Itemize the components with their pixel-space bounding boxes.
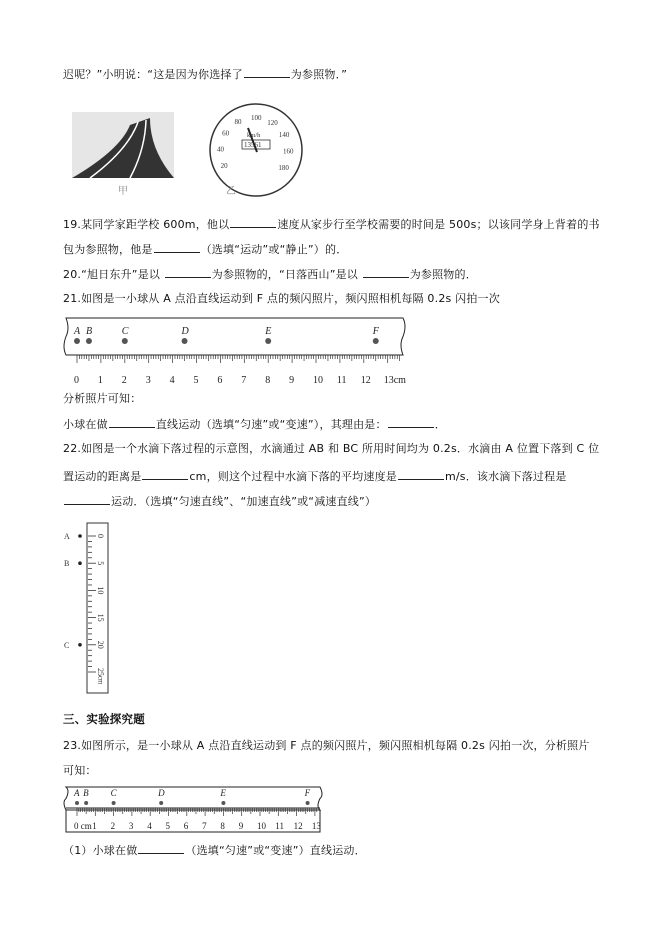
text-segment: （1）小球在做 bbox=[63, 844, 138, 857]
ruler-tick-label: 2 bbox=[121, 375, 127, 386]
ball-label: B bbox=[83, 788, 89, 798]
ball-label: A bbox=[74, 326, 81, 337]
ball-B bbox=[84, 801, 88, 805]
ruler-tick-label: 11 bbox=[275, 821, 284, 831]
ball-label: F bbox=[304, 788, 311, 798]
ruler-tick-label: 5 bbox=[165, 821, 170, 831]
ruler-tick-label: 7 bbox=[241, 375, 247, 386]
speed-tick-label: 120 bbox=[267, 118, 278, 127]
text-segment: 置运动的距离是 bbox=[63, 470, 142, 483]
text-segment: 运动．（选填“匀速直线”、“加速直线”或“减速直线”） bbox=[111, 495, 377, 508]
ruler-tick-label: 9 bbox=[289, 375, 295, 386]
ruler-tick-label: 5 bbox=[96, 561, 106, 566]
ruler-tick-label: 15 bbox=[96, 613, 106, 622]
speed-tick-label: 140 bbox=[278, 131, 290, 140]
text-line-q23-1 bbox=[63, 842, 366, 858]
text-segment: ． bbox=[434, 418, 446, 431]
ruler-tick-label: 4 bbox=[169, 375, 175, 386]
ruler-tick-label: 12 bbox=[293, 821, 303, 831]
ruler-unit-label: 13cm bbox=[383, 375, 406, 386]
ruler-tick-label: 3 bbox=[128, 821, 134, 831]
text-segment: 小球在做 bbox=[63, 418, 108, 431]
ruler-tick-label: 0 bbox=[74, 375, 79, 386]
ruler-tick-label: 8 bbox=[265, 375, 271, 386]
ball-label: F bbox=[372, 326, 379, 337]
text-segment: 22.如图是一个水滴下落过程的示意图，水滴通过 AB 和 BC 所用时间均为 0.2s．水滴由 A 位置下落到 C 位 bbox=[63, 442, 600, 455]
text-segment: cm，则这个过程中水滴下落的平均速度是 bbox=[189, 470, 397, 483]
speed-unit: km/h bbox=[247, 132, 261, 139]
ball-label: E bbox=[220, 788, 226, 798]
ruler-tick-label: 1 bbox=[97, 375, 103, 386]
caption-jia: 甲 bbox=[118, 186, 128, 197]
ruler-tick-label: 4 bbox=[147, 821, 152, 831]
speed-tick-label: 40 bbox=[217, 145, 225, 154]
ball-C bbox=[112, 801, 116, 805]
text-segment: 为参照物的． bbox=[409, 268, 477, 281]
ruler-tick-label: 5 bbox=[193, 375, 199, 386]
ball-D bbox=[159, 801, 163, 805]
ruler-unit-label: cm bbox=[96, 675, 105, 685]
ruler-tick-label: 6 bbox=[217, 375, 223, 386]
ball-label: D bbox=[181, 326, 189, 337]
ball-E bbox=[221, 801, 225, 805]
ball-label: C bbox=[110, 788, 117, 798]
ruler-tick-label: 13 bbox=[311, 821, 321, 831]
ball-label: A bbox=[74, 788, 80, 798]
ball-label: B bbox=[85, 326, 93, 337]
ruler-tick-label: 8 bbox=[220, 821, 225, 831]
ruler-tick-label: 7 bbox=[202, 821, 207, 831]
text-segment: 迟呢？”小明说：“这是因为你选择了 bbox=[63, 68, 243, 81]
text-segment: 21.如图是一小球从 A 点沿直线运动到 F 点的频闪照片，频闪照相机每隔 0.2s 闪拍一次 bbox=[63, 292, 500, 305]
ruler-tick-label: 0 bbox=[96, 534, 106, 538]
text-segment: 为参照物的，“日落西山”是以 bbox=[211, 268, 362, 281]
text-segment: （选填“匀速”或“变速”）直线运动． bbox=[185, 844, 366, 857]
speed-tick-label: 160 bbox=[282, 147, 294, 156]
ruler-tick-label: 10 bbox=[313, 375, 323, 386]
answer-blank[interactable] bbox=[138, 842, 184, 854]
ruler-tick-label: 12 bbox=[360, 375, 371, 386]
text-segment: 包为参照物，他是 bbox=[63, 243, 153, 256]
ball-label: E bbox=[265, 326, 272, 337]
drop-label: A bbox=[64, 532, 70, 541]
odometer-value: 13561 bbox=[244, 141, 262, 149]
speed-tick-label: 20 bbox=[220, 161, 228, 170]
ruler-tick-label: 3 bbox=[145, 375, 151, 386]
ruler-tick-label: 20 bbox=[96, 640, 106, 649]
text-segment: 速度从家步行至学校需要的时间是 500s；以该同学身上背着的书 bbox=[277, 218, 600, 231]
ruler-body bbox=[64, 787, 322, 810]
ruler-tick-label: 0 cm bbox=[74, 821, 92, 831]
ball-label: C bbox=[121, 326, 129, 337]
text-segment: 可知： bbox=[63, 764, 97, 777]
speed-tick-label: 60 bbox=[222, 129, 230, 138]
ruler-tick-label: 10 bbox=[96, 586, 106, 595]
text-segment: 20.“旭日东升”是以 bbox=[63, 268, 164, 281]
text-segment: 分析照片可知： bbox=[63, 392, 142, 405]
ruler-tick-label: 2 bbox=[110, 821, 116, 831]
ruler-tick-label: 11 bbox=[336, 375, 347, 386]
speed-tick-label: 80 bbox=[234, 117, 242, 126]
text-segment: 三、实验探究题 bbox=[63, 712, 145, 726]
ruler-tick-label: 10 bbox=[257, 821, 266, 831]
text-segment: 19.某同学家距学校 600m，他以 bbox=[63, 218, 230, 231]
text-segment: m/s．该水滴下落过程是 bbox=[444, 470, 567, 483]
ruler-tick-label: 6 bbox=[183, 821, 189, 831]
ball-F bbox=[306, 801, 310, 805]
ruler-tick-label: 25 bbox=[96, 668, 106, 676]
drop-label: C bbox=[64, 640, 70, 650]
drop-label: B bbox=[64, 559, 70, 569]
ruler-tick-label: 1 bbox=[92, 821, 97, 831]
ruler-tick-label: 9 bbox=[238, 821, 244, 831]
ball-A bbox=[75, 801, 79, 805]
text-segment: 直线运动（选填“匀速”或“变速”），其理由是： bbox=[155, 418, 387, 431]
caption-yi: 乙 bbox=[226, 186, 236, 197]
text-segment: 23.如图所示，是一小球从 A 点沿直线运动到 F 点的频闪照片，频闪照相机每隔 0.2s 闪拍一次，分析照片 bbox=[63, 739, 590, 752]
text-segment: 为参照物．” bbox=[290, 68, 348, 81]
ball-label: D bbox=[158, 788, 165, 798]
text-segment: （选填“运动”或“静止”）的． bbox=[200, 243, 348, 256]
speed-tick-label: 100 bbox=[251, 114, 262, 123]
speed-tick-label: 180 bbox=[278, 163, 289, 172]
